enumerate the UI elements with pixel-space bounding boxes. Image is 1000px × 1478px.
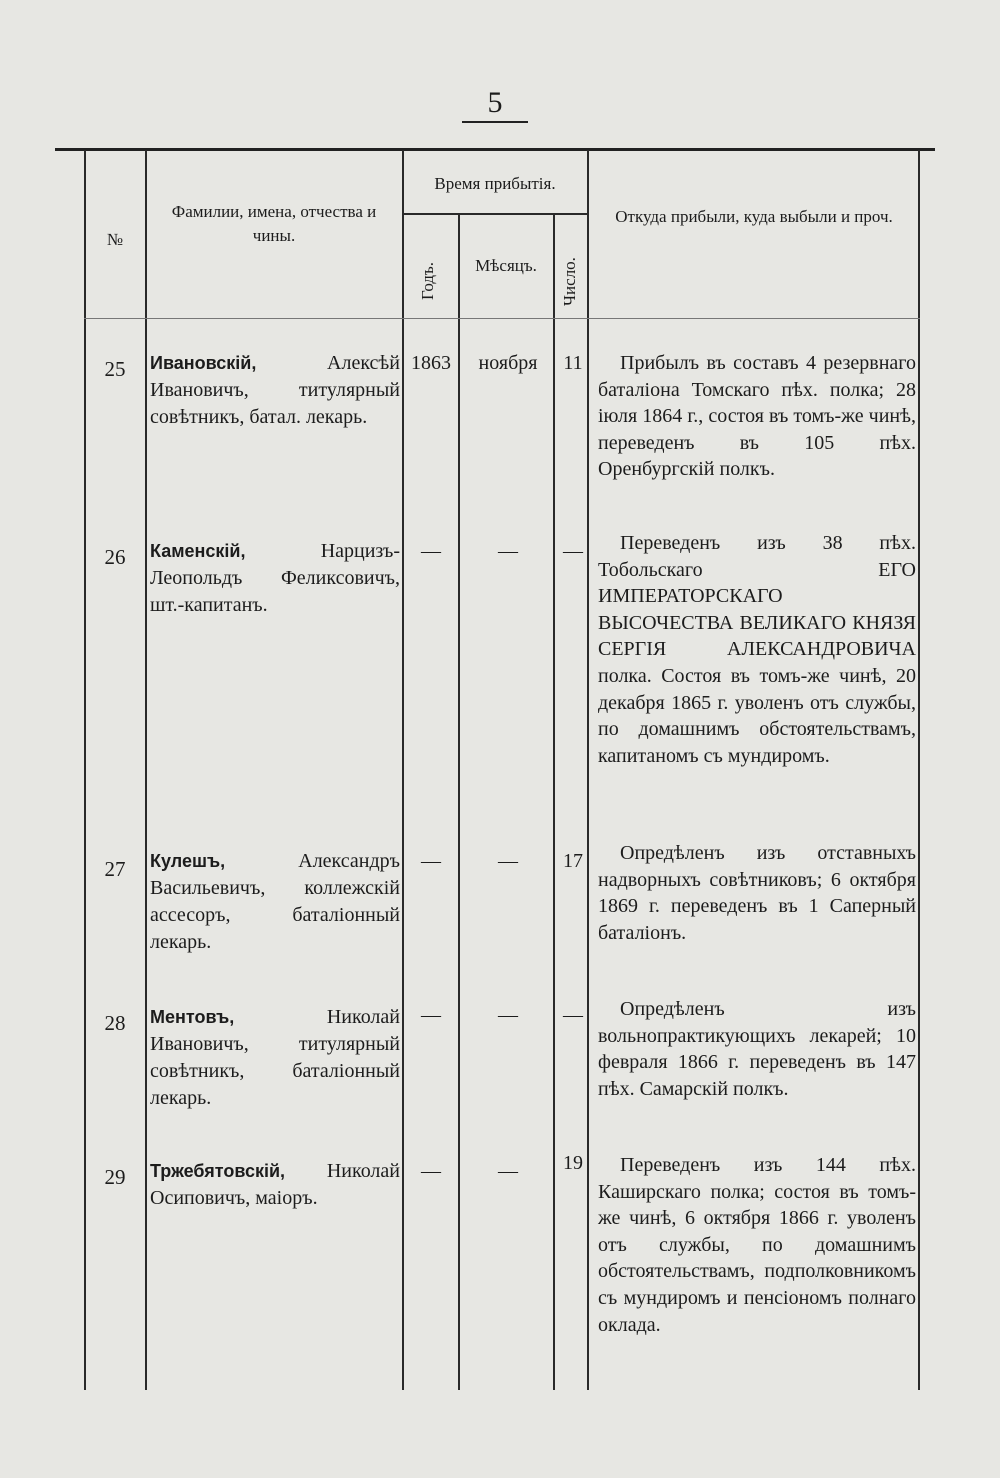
row-day: 17	[563, 850, 583, 872]
column-divider-year	[458, 214, 460, 1390]
row-number: 29	[104, 1165, 126, 1189]
row-surname: Тржебятовскій,	[150, 1161, 286, 1181]
row-year: —	[421, 1160, 441, 1182]
table-left-border	[84, 150, 86, 1390]
row-month: —	[498, 850, 518, 872]
header-day: Число.	[560, 257, 579, 306]
row-name-rest: Александръ Васильевичъ, коллежскій ассесоръ, баталіонный лекарь.	[150, 850, 400, 953]
row-name	[150, 1158, 400, 1212]
row-year: —	[421, 1004, 441, 1026]
row-month: —	[498, 1160, 518, 1182]
row-number: 28	[104, 1011, 126, 1035]
page-number: 5	[462, 86, 528, 123]
row-number: 27	[104, 857, 126, 881]
table-right-border	[918, 150, 920, 1390]
row-year: —	[421, 540, 441, 562]
row-year: —	[421, 850, 441, 872]
row-name	[150, 848, 400, 956]
row-notes: Переведенъ изъ 38 пѣх. Тобольскаго ЕГО ИМПЕРАТОРСКАГО ВЫСОЧЕСТВА ВЕЛИКАГО КНЯЗЯ СЕРГІЯ АЛЕКСАНДРОВИЧА полка. Состоя въ томъ-же чинѣ, 20 декабря 1865 г. уволенъ отъ службы, по домашнимъ обстоятельствамъ, капитаномъ съ мундиромъ.	[598, 532, 916, 767]
row-month: —	[498, 540, 518, 562]
column-divider-month	[553, 214, 555, 1390]
row-surname: Кулешъ,	[150, 851, 226, 871]
row-surname: Каменскій,	[150, 541, 246, 561]
header-month: Мѣсяцъ.	[475, 256, 537, 275]
row-month: ноября	[478, 352, 538, 374]
row-day: 19	[563, 1152, 583, 1174]
row-name-rest: Николай Осиповичъ, маіоръ.	[150, 1160, 400, 1209]
row-year: 1863	[411, 352, 451, 374]
row-day: —	[563, 1004, 583, 1026]
row-name-rest: Николай Ивановичъ, титулярный совѣтникъ, баталіонный лекарь.	[150, 1006, 400, 1109]
header-arrival: Время прибытія.	[434, 174, 556, 193]
top-rule	[55, 148, 935, 151]
column-divider-name	[402, 150, 404, 1390]
row-day: 11	[563, 352, 583, 374]
row-name-rest: Нарцизъ-Леопольдъ Феликсовичъ, шт.-капитанъ.	[150, 540, 400, 616]
arrival-header-underline	[402, 213, 587, 215]
row-name	[150, 350, 400, 431]
row-notes: Прибылъ въ составъ 4 резервнаго баталіона Томскаго пѣх. полка; 28 іюля 1864 г., состоя въ томъ-же чинѣ, переведенъ въ 105 пѣх. Оренбургскій полкъ.	[598, 352, 916, 481]
header-name: Фамилии, имена, отчества и чины.	[171, 202, 377, 245]
row-notes: Переведенъ изъ 144 пѣх. Каширскаго полка; состоя въ томъ-же чинѣ, 6 октября 1866 г. уволенъ отъ службы, по домашнимъ обстоятельствамъ, подполковникомъ съ мундиромъ и пенсіономъ полнаго оклада.	[598, 1154, 916, 1336]
row-notes: Опредѣленъ изъ вольнопрактикующихъ лекарей; 10 февраля 1866 г. переведенъ въ 147 пѣх. Самарскій полкъ.	[598, 998, 916, 1100]
column-divider-day	[587, 150, 589, 1390]
row-name-rest: Алексѣй Ивановичъ, титулярный совѣтникъ, батал. лекарь.	[150, 352, 400, 428]
row-surname: Ивановскій,	[150, 353, 257, 373]
column-divider-number	[145, 150, 147, 1390]
header-bottom-rule	[84, 318, 920, 319]
row-notes: Опредѣленъ изъ отставныхъ надворныхъ совѣтниковъ; 6 октября 1869 г. переведенъ въ 1 Саперный баталіонъ.	[598, 842, 916, 944]
header-year: Годъ.	[418, 261, 437, 300]
row-number: 26	[104, 545, 126, 569]
header-notes: Откуда прибыли, куда выбыли и проч.	[615, 207, 893, 226]
header-number: №	[106, 230, 124, 249]
row-name	[150, 1004, 400, 1112]
row-day: —	[563, 540, 583, 562]
row-surname: Ментовъ,	[150, 1007, 235, 1027]
row-month: —	[498, 1004, 518, 1026]
row-name	[150, 538, 400, 619]
row-number: 25	[104, 357, 126, 381]
